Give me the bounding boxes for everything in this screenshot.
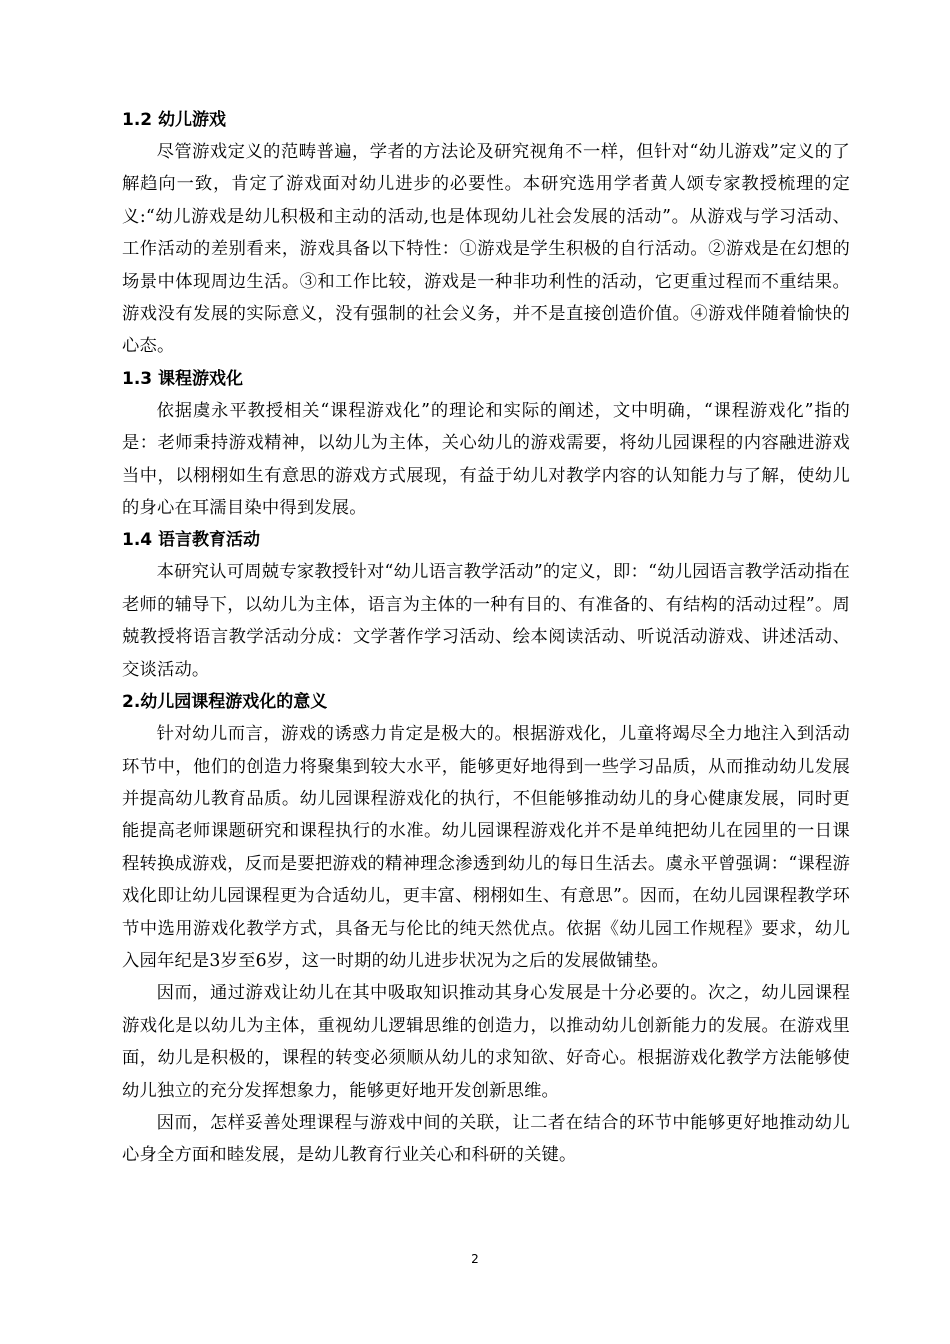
document-body: [122, 104, 850, 1172]
paragraph-1-4: 本研究认可周兢专家教授针对“幼儿语言教学活动”的定义，即：“幼儿园语言教学活动指在老师的辅导下，以幼儿为主体，语言为主体的一种有目的、有准备的、有结构的活动过程”。周兢教授将语言教学活动分成：文学著作学习活动、绘本阅读活动、听说活动游戏、讲述活动、交谈活动。: [122, 562, 850, 680]
paragraph-1-2: 尽管游戏定义的范畴普遍，学者的方法论及研究视角不一样，但针对“幼儿游戏”定义的了解趋向一致，肯定了游戏面对幼儿进步的必要性。本研究选用学者黄人颂专家教授梳理的定义:“幼儿游戏是幼儿积极和主动的活动,也是体现幼儿社会发展的活动”。从游戏与学习活动、工作活动的差别看来，游戏具备以下特性：①游戏是学生积极的自行活动。②游戏是在幻想的场景中体现周边生活。③和工作比较，游戏是一种非功利性的活动，它更重过程而不重结果。游戏没有发展的实际意义，没有强制的社会义务，并不是直接创造价值。④游戏伴随着愉快的心态。: [122, 142, 850, 357]
page-number: 2: [471, 1252, 479, 1266]
paragraph-2-b: 因而，通过游戏让幼儿在其中吸取知识推动其身心发展是十分必要的。次之，幼儿园课程游戏化是以幼儿为主体，重视幼儿逻辑思维的创造力，以推动幼儿创新能力的发展。在游戏里面，幼儿是积极的，课程的转变必须顺从幼儿的求知欲、好奇心。根据游戏化教学方法能够使幼儿独立的充分发挥想象力，能够更好地开发创新思维。: [122, 983, 850, 1101]
paragraph-1-3: 依据虞永平教授相关“课程游戏化”的理论和实际的阐述，文中明确，“课程游戏化”指的是：老师秉持游戏精神，以幼儿为主体，关心幼儿的游戏需要，将幼儿园课程的内容融进游戏当中，以栩栩如生有意思的游戏方式展现，有益于幼儿对教学内容的认知能力与了解，使幼儿的身心在耳濡目染中得到发展。: [122, 400, 850, 519]
section-heading-2: 2.幼儿园课程游戏化的意义: [122, 692, 328, 713]
section-heading-1-2: 1.2 幼儿游戏: [122, 110, 227, 130]
section-heading-1-3: 1.3 课程游戏化: [122, 368, 244, 389]
paragraph-2-a: 针对幼儿而言，游戏的诱惑力肯定是极大的。根据游戏化，儿童将竭尽全力地注入到活动环节中，他们的创造力将聚集到较大水平，能够更好地得到一些学习品质，从而推动幼儿发展并提高幼儿教育品质。幼儿园课程游戏化的执行，不但能够推动幼儿的身心健康发展，同时更能提高老师课题研究和课程执行的水准。幼儿园课程游戏化并不是单纯把幼儿在园里的一日课程转换成游戏，反而是要把游戏的精神理念渗透到幼儿的每日生活去。虞永平曾强调：“课程游戏化即让幼儿园课程更为合适幼儿，更丰富、栩栩如生、有意思”。因而，在幼儿园课程教学环节中选用游戏化教学方式，具备无与伦比的纯天然优点。依据《幼儿园工作规程》要求，幼儿入园年纪是3岁至6岁，这一时期的幼儿进步状况为之后的发展做铺垫。: [122, 724, 850, 971]
paragraph-2-c: 因而，怎样妥善处理课程与游戏中间的关联，让二者在结合的环节中能够更好地推动幼儿心身全方面和睦发展，是幼儿教育行业关心和科研的关键。: [122, 1112, 850, 1166]
section-heading-1-4: 1.4 语言教育活动: [122, 530, 261, 551]
